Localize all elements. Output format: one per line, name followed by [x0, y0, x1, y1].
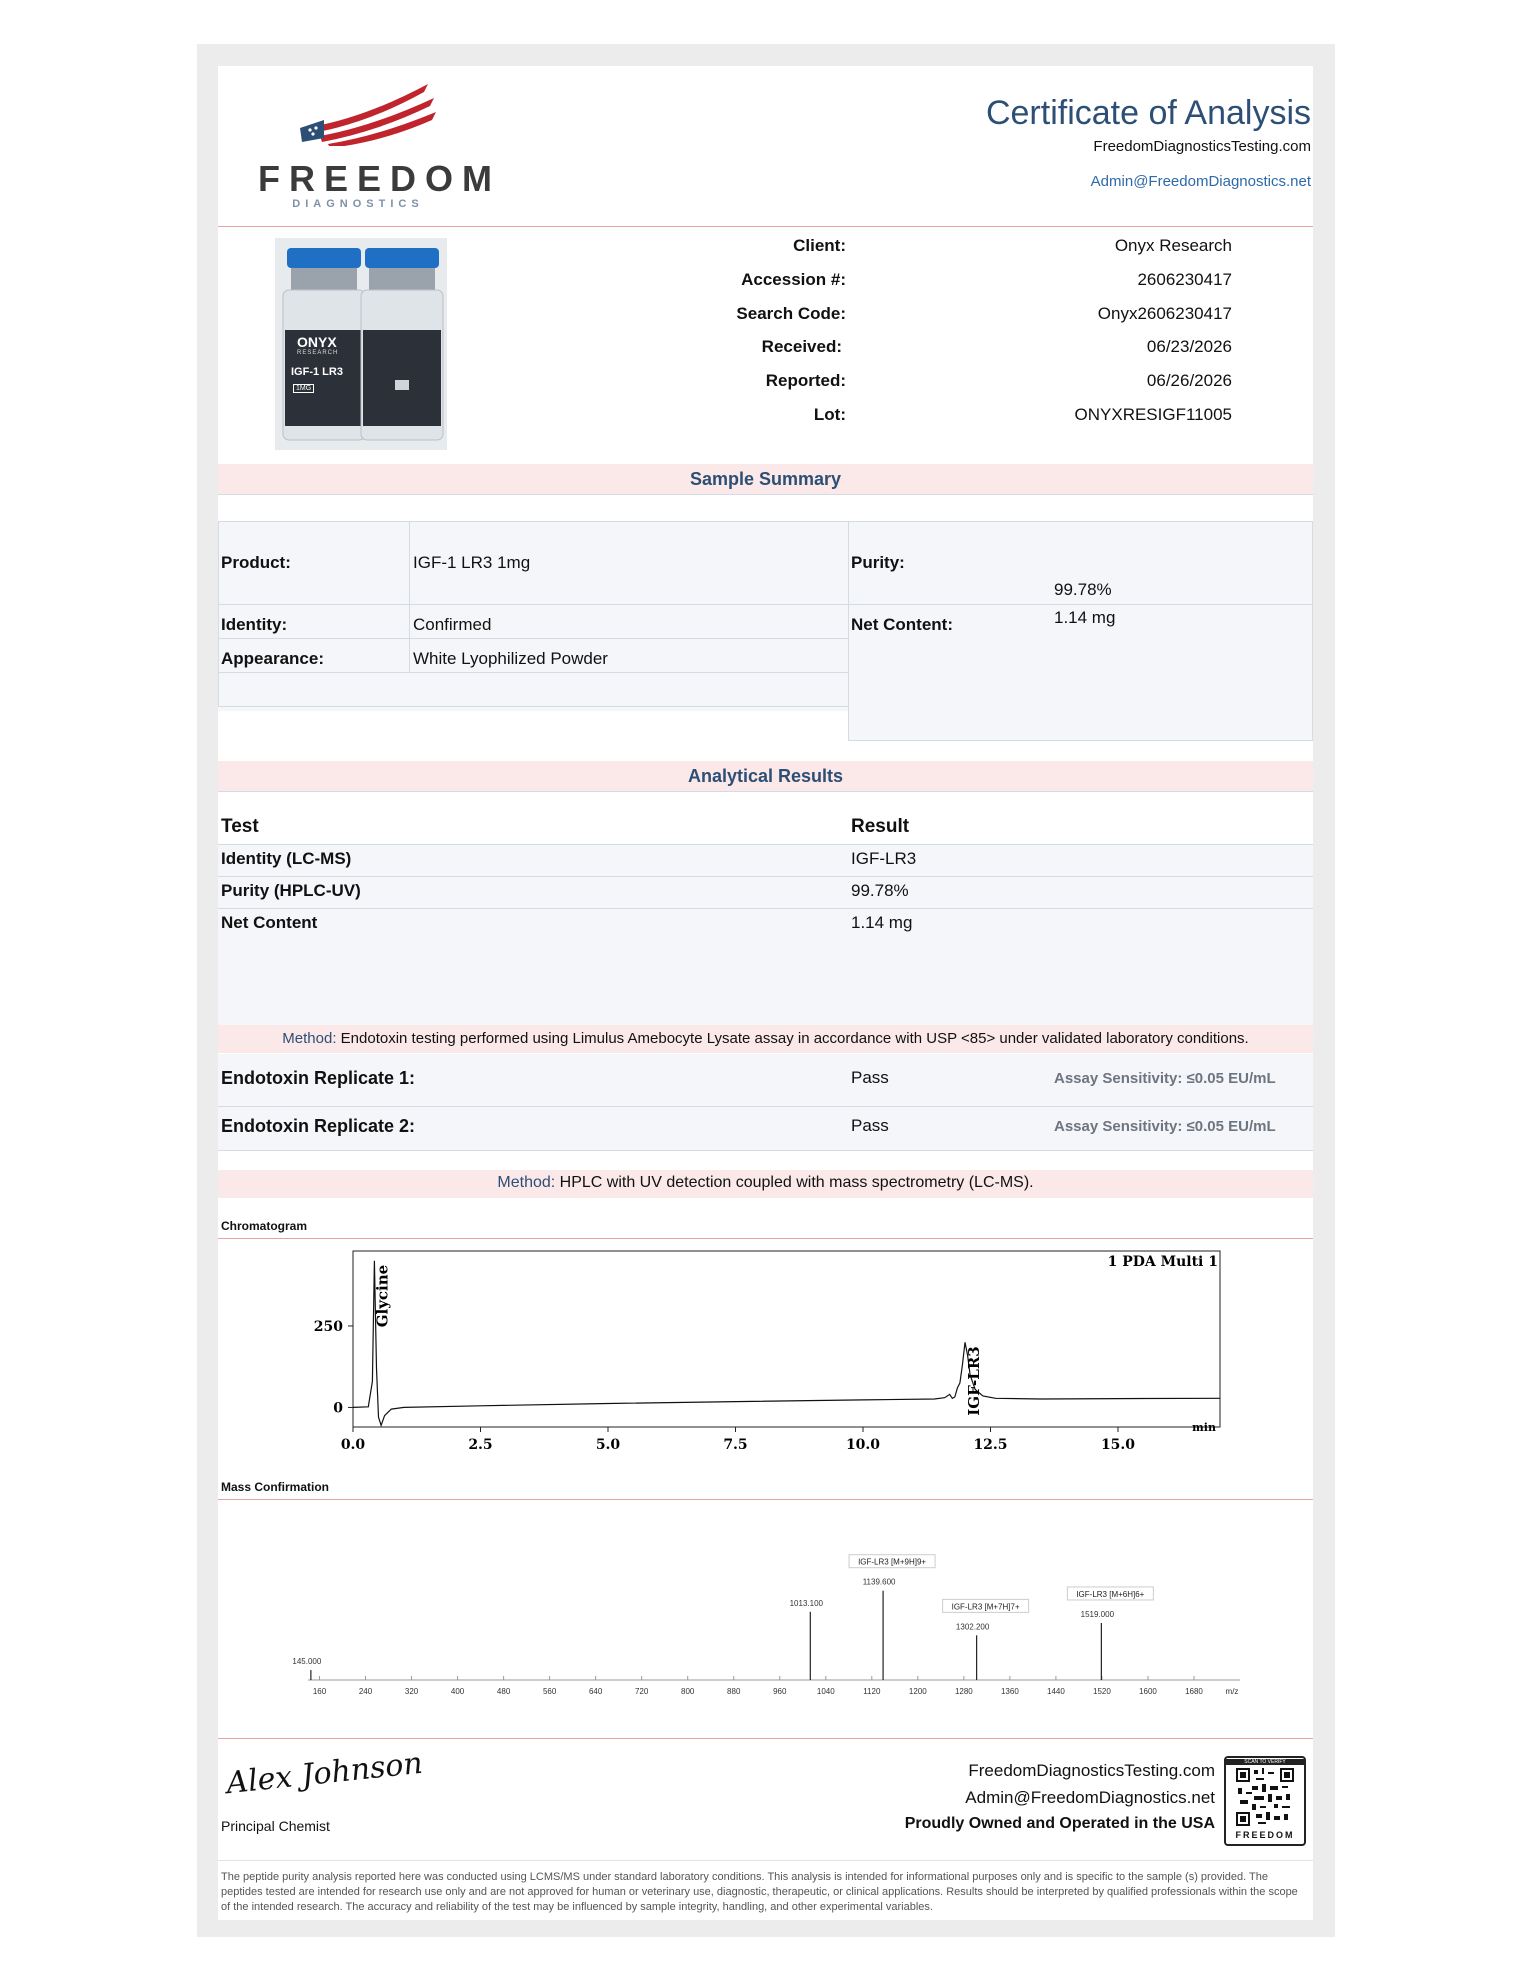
divider [218, 604, 1313, 605]
results-value: IGF-LR3 [851, 849, 917, 868]
footer-tagline: Proudly Owned and Operated in the USA [904, 1815, 1215, 1832]
divider [848, 740, 1313, 741]
summary-heading: Sample Summary [689, 469, 842, 489]
peak-value-label: 145.000 [292, 1657, 322, 1667]
results-bg [218, 845, 1313, 1025]
page-title: Certificate of Analysis [985, 94, 1311, 132]
x-tick-label: 640 [588, 1687, 603, 1696]
chromatogram-trace [353, 1261, 1220, 1426]
method-label: Method: [282, 1030, 337, 1047]
x-tick-label: 720 [634, 1687, 649, 1696]
x-tick-label: 240 [358, 1687, 373, 1696]
divider [218, 672, 848, 673]
x-tick-label: 320 [404, 1687, 419, 1696]
product-value: IGF-1 LR3 1mg [413, 553, 531, 572]
brand-sub: DIAGNOSTICS [292, 198, 424, 210]
chromatogram-title: Chromatogram [221, 1219, 308, 1233]
footer-website: FreedomDiagnosticsTesting.com [968, 1761, 1215, 1780]
net-content-value: 1.14 mg [1054, 608, 1116, 627]
annotation-label: IGF-LR3 [M+6H]6+ [1076, 1589, 1145, 1599]
divider [218, 226, 1313, 227]
x-axis-label: min [1192, 1421, 1216, 1434]
peak-label: IGF-LR3 [965, 1346, 983, 1416]
brand-logo [258, 76, 501, 216]
method-label: Method: [497, 1174, 556, 1191]
identity-label: Identity: [221, 615, 288, 634]
divider [409, 521, 410, 672]
vial-product: IGF-1 LR3 [291, 366, 343, 378]
info-value: 06/23/2026 [1146, 337, 1232, 356]
divider [218, 844, 1313, 845]
appearance-label: Appearance: [221, 649, 324, 668]
info-value: ONYXRESIGF11005 [1074, 405, 1232, 424]
endotoxin-result: Pass [851, 1116, 889, 1135]
info-label: Lot: [813, 405, 846, 424]
info-value: 2606230417 [1137, 270, 1232, 289]
summary-left-bg [218, 521, 848, 711]
signer-title: Principal Chemist [221, 1818, 330, 1834]
header-website: FreedomDiagnosticsTesting.com [1093, 138, 1311, 155]
info-value: Onyx2606230417 [1097, 304, 1232, 323]
info-label: Reported: [765, 371, 846, 390]
divider [218, 521, 1313, 522]
certificate-page [218, 66, 1313, 1920]
vial-brand-sub: RESEARCH [297, 350, 339, 356]
info-value: Onyx Research [1114, 236, 1232, 255]
divider [218, 494, 1313, 495]
disclaimer: The peptide purity analysis reported here was conducted using LCMS/MS under standard laboratory conditions. This analysis is intended for informational purposes only and is specific to the sample (s) provided. The peptides tested are intended for research use only and are not approved for human or veterinary use, diagnostic, therapeutic, or clinical applications. Results should be interpreted by qualified professionals within the scope of the intended research. The accuracy and reliability of the test may be influenced by sample integrity, handling, and other experimental variables. [221, 1871, 1298, 1913]
results-test: Net Content [221, 913, 318, 932]
x-tick-label: 400 [450, 1687, 465, 1696]
x-tick-label: 560 [542, 1687, 557, 1696]
brand-name: FREEDOM [258, 158, 501, 199]
method-text: HPLC with UV detection coupled with mass spectrometry (LC-MS). [559, 1174, 1034, 1191]
divider [218, 706, 848, 707]
peak-value-label: 1302.200 [955, 1622, 990, 1632]
x-tick-label: 2.5 [468, 1437, 493, 1453]
header-email: Admin@FreedomDiagnostics.net [1090, 173, 1311, 190]
info-label: Search Code: [736, 304, 846, 323]
x-tick-label: 880 [727, 1687, 741, 1696]
peak-label: Glycine [373, 1264, 392, 1328]
vial-dose: 1MG [293, 384, 314, 393]
endotoxin-label: Endotoxin Replicate 1: [221, 1068, 416, 1088]
results-value: 1.14 mg [851, 913, 913, 932]
x-tick-label: 1280 [954, 1687, 973, 1696]
appearance-value: White Lyophilized Powder [413, 649, 608, 668]
chromatogram-chart [278, 1241, 1238, 1471]
hplc-method [218, 1174, 1313, 1192]
y-tick-label: 0 [333, 1400, 343, 1417]
x-tick-label: 1680 [1185, 1687, 1203, 1696]
results-test: Purity (HPLC-UV) [221, 881, 361, 900]
flag-wing-icon [258, 76, 458, 146]
x-tick-label: 1120 [863, 1687, 881, 1696]
x-tick-label: 12.5 [973, 1437, 1008, 1453]
x-tick-label: 1040 [816, 1687, 835, 1696]
info-value: 06/26/2026 [1146, 371, 1232, 390]
peak-value-label: 1139.600 [862, 1577, 896, 1587]
endotoxin-sensitivity: Assay Sensitivity: ≤0.05 EU/mL [1054, 1118, 1276, 1135]
x-tick-label: 1600 [1139, 1687, 1157, 1696]
footer-email: Admin@FreedomDiagnostics.net [965, 1788, 1215, 1807]
divider [218, 1499, 1313, 1500]
x-tick-label: 1200 [908, 1687, 927, 1696]
divider [218, 1106, 1313, 1107]
qr-top-label: SCAN TO VERIFY [1226, 1759, 1304, 1765]
divider [218, 791, 1313, 792]
x-tick-label: 800 [681, 1687, 695, 1696]
divider [218, 1860, 1313, 1861]
endotoxin-method [218, 1030, 1313, 1047]
x-tick-label: 7.5 [723, 1437, 748, 1453]
divider [218, 908, 1313, 909]
vial-brand: ONYX [297, 334, 337, 350]
purity-value: 99.78% [1054, 580, 1112, 599]
legend-label: 1 PDA Multi 1 [1107, 1254, 1218, 1270]
x-tick-label: 5.0 [595, 1437, 621, 1453]
results-heading: Analytical Results [687, 766, 844, 786]
peak-value-label: 1519.000 [1080, 1609, 1115, 1619]
method-text: Endotoxin testing performed using Limulus Amebocyte Lysate assay in accordance with USP <85> under validated laboratory conditions. [340, 1030, 1249, 1047]
x-tick-label: 10.0 [845, 1437, 881, 1453]
results-value: 99.78% [851, 881, 909, 900]
product-photo [275, 238, 447, 450]
divider [218, 1150, 1313, 1151]
divider [218, 638, 848, 639]
mass-spectrum-chart [278, 1526, 1258, 1706]
mass-title: Mass Confirmation [221, 1480, 330, 1494]
info-label: Client: [793, 236, 846, 255]
x-tick-label: 15.0 [1100, 1437, 1136, 1453]
endotoxin-result: Pass [851, 1068, 889, 1087]
results-col-test: Test [221, 816, 259, 837]
divider [848, 521, 849, 741]
qr-code-icon [1236, 1768, 1294, 1826]
y-tick-label: 250 [313, 1318, 343, 1335]
net-content-label: Net Content: [851, 615, 953, 634]
x-tick-label: 1360 [1000, 1687, 1019, 1696]
divider [1312, 521, 1313, 741]
annotation-label: IGF-LR3 [M+9H]9+ [858, 1557, 927, 1567]
divider [218, 1238, 1313, 1239]
x-tick-label: 0.0 [340, 1437, 366, 1453]
results-col-result: Result [851, 816, 910, 837]
x-tick-label: 1440 [1047, 1687, 1065, 1696]
qr-caption: FREEDOM [1235, 1830, 1295, 1840]
x-tick-label: 160 [312, 1687, 327, 1696]
divider [218, 1738, 1313, 1739]
x-tick-label: m/z [1225, 1687, 1239, 1696]
signature: Alex Johnson [224, 1745, 425, 1802]
purity-label: Purity: [851, 553, 905, 572]
info-label: Accession #: [741, 270, 846, 289]
x-tick-label: 480 [496, 1687, 511, 1696]
results-test: Identity (LC-MS) [221, 849, 352, 868]
divider [218, 521, 219, 706]
info-label: Received: [761, 337, 842, 356]
annotation-label: IGF-LR3 [M+7H]7+ [951, 1602, 1020, 1612]
endotoxin-label: Endotoxin Replicate 2: [221, 1116, 416, 1136]
x-tick-label: 1520 [1093, 1687, 1111, 1696]
peak-value-label: 1013.100 [789, 1598, 823, 1608]
product-label: Product: [221, 553, 291, 572]
x-tick-label: 960 [773, 1687, 787, 1696]
divider [218, 876, 1313, 877]
identity-value: Confirmed [413, 615, 492, 634]
endotoxin-sensitivity: Assay Sensitivity: ≤0.05 EU/mL [1054, 1070, 1276, 1087]
verify-qr[interactable] [1224, 1756, 1306, 1846]
